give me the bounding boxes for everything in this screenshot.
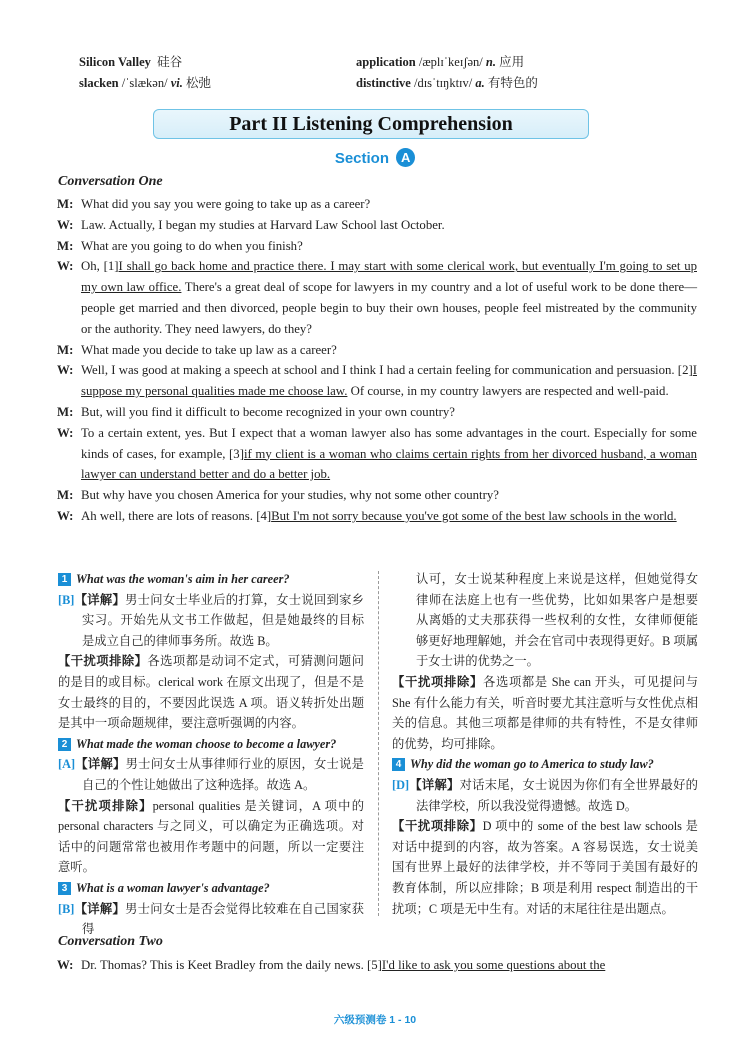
vocab-pos: a.	[475, 76, 485, 90]
page-footer: 六级预测卷 1 - 10	[333, 1014, 417, 1026]
question-text: What made the woman choose to become a lawyer?	[76, 736, 337, 751]
question-text: What is a woman lawyer's advantage?	[76, 880, 270, 895]
detail-3-continued	[392, 569, 698, 672]
line-text: To a certain extent, yes. But I expect that a woman lawyer also has some advantages in the court. Especially for some kinds of cases, for example, [3]	[81, 425, 697, 461]
vocab-item	[356, 73, 538, 94]
interference-text: D 项中的 some of the best law schools 是对话中提到的内容，故为答案。A 容易误选，女士说美国有世界上最好的法律学校，并不等同于美国有最好的教育体制，所以应排除；B 项是利用 respect 制造出的干扰项；C 项是无中生有。对话的末尾往往是出题点。	[392, 819, 698, 916]
vocab-meaning: 松弛	[185, 76, 211, 90]
vocab-meaning: 硅谷	[157, 55, 183, 69]
dialogue-line	[57, 423, 697, 485]
line-text: Of course, in my country lawyers are respected and well-paid.	[347, 384, 669, 399]
interference-2	[58, 796, 364, 878]
key-sentence: I shall go back home and practice there. I may start with some clerical work, but eventually I'm going to set up my own law office.	[81, 259, 697, 295]
interference-text: 各选项都是动词不定式，可猜测问题问的是目的或目标。clerical work 在原文出现了，但是不是女士最终的目的，不要因此误选 A 项。语义转折处出题是其中一项命题规律，要注意听强调的内容。	[58, 654, 364, 731]
dialogue-line	[57, 194, 697, 215]
detail-2	[58, 754, 364, 795]
interference-label: 【干扰项排除】	[58, 798, 153, 813]
dialogue-line	[57, 402, 697, 423]
conversation-one-title: Conversation One	[58, 174, 163, 189]
speaker: M:	[57, 238, 74, 253]
speaker: W:	[57, 508, 74, 523]
key-sentence: I'd like to ask you some questions about the	[381, 958, 606, 972]
speaker: W:	[57, 958, 74, 972]
vocab-item	[79, 52, 182, 73]
question-1	[58, 569, 364, 590]
question-4	[392, 754, 698, 775]
answers-left-column	[58, 569, 364, 937]
question-text: Why did the woman go to America to study law?	[410, 757, 654, 772]
vocab-pron: /dɪsˈtɪŋktɪv/	[413, 76, 473, 90]
line-text: Oh, [1]	[81, 259, 119, 274]
vocab-meaning: 有特色的	[487, 76, 538, 90]
dialogue-line	[57, 215, 697, 236]
speaker: M:	[57, 197, 74, 211]
dialogue-line	[57, 485, 697, 506]
vocab-pos: n.	[485, 55, 496, 69]
interference-label: 【干扰项排除】	[392, 819, 483, 834]
answer-key: [B]	[58, 592, 75, 607]
speaker: M:	[57, 488, 74, 503]
detail-text: 男士问女士从事律师行业的原因，女士说是自己的个性让她做出了这种选择。故选 A。	[82, 757, 364, 792]
speaker: M:	[57, 342, 74, 357]
interference-text: personal qualities 是关键词，A 项中的 personal characters 与之同义，可以确定为正确选项。对话中的问题常常也被用作考题中的问题，所以一定要注意听。	[58, 798, 364, 875]
question-2	[58, 734, 364, 755]
dialogue-line	[57, 236, 697, 257]
interference-label: 【干扰项排除】	[392, 675, 483, 689]
vocab-block	[79, 52, 699, 94]
line-text: What did you say you were going to take up as a career?	[81, 197, 371, 211]
key-sentence: if my client is a woman who claims certain rights from her divorced husband, a woman lawyer can understand better and do a better job.	[81, 446, 697, 482]
interference-3	[392, 672, 698, 754]
vocab-word: slacken	[79, 76, 119, 90]
detail-text: 认可，女士说某种程度上来说是这样，但她觉得女律师在法庭上也有一些优势，比如如果客户是想要从离婚的丈夫那获得一些权利的女性，女律师便能够更好地理解她，并会在官司中表现得更好。B 项属于女士讲的优势之一。	[416, 572, 698, 669]
question-3	[58, 878, 364, 899]
part-title: Part II Listening Comprehension	[153, 109, 589, 139]
detail-3	[58, 899, 364, 937]
interference-4	[392, 816, 698, 919]
answer-key: [D]	[392, 777, 410, 792]
question-number-badge: 2	[58, 738, 71, 751]
line-text: There's a great deal of scope for lawyers in my country and a lot of useful work to be done there—people get married and then divorced, people begin to buy their own houses, people feel mistreated by the community or the authority. They need lawyers, do they?	[81, 280, 698, 336]
speaker: W:	[57, 259, 74, 274]
vocab-meaning: 应用	[499, 55, 525, 69]
vocab-word: distinctive	[356, 76, 411, 90]
dialogue-line	[57, 360, 697, 402]
detail-text: 男士问女士是否会觉得比较难在自己国家获得	[82, 901, 364, 937]
line-text: But why have you chosen America for your studies, why not some other country?	[81, 488, 499, 503]
interference-label: 【干扰项排除】	[58, 654, 148, 669]
detail-text: 男士问女士毕业后的打算，女士说回到家乡实习。开始先从文书工作做起，但是她最终的目标是成立自己的律师事务所。故选 B。	[82, 592, 364, 648]
line-text: But, will you find it difficult to become recognized in your own country?	[81, 404, 455, 419]
detail-label: 【详解】	[74, 592, 126, 607]
vocab-word: Silicon Valley	[79, 55, 151, 69]
line-text: Law. Actually, I began my studies at Harvard Law School last October.	[81, 217, 445, 232]
question-number-badge: 3	[58, 882, 71, 895]
line-text: What are you going to do when you finish?	[81, 238, 303, 253]
speaker: W:	[57, 425, 74, 440]
detail-text: 对话末尾，女士说因为你们有全世界最好的法律学校，所以我没觉得遗憾。故选 D。	[416, 777, 698, 813]
detail-4	[392, 775, 698, 816]
vocab-pron: /ˈslækən/	[121, 76, 168, 90]
speaker: W:	[57, 217, 74, 232]
detail-label: 【详解】	[75, 757, 126, 772]
conversation-two-dialogue	[57, 955, 697, 976]
answer-key: [A]	[58, 757, 76, 772]
vocab-item	[356, 52, 524, 73]
key-sentence: But I'm not sorry because you've got some of the best law schools in the world.	[271, 508, 677, 523]
question-number-badge: 4	[392, 758, 405, 771]
dialogue-line	[57, 506, 697, 527]
column-divider	[378, 571, 379, 916]
line-text: Well, I was good at making a speech at school and I think I had a certain feeling for communication and persuasion. [2]	[81, 363, 693, 378]
detail-1	[58, 590, 364, 652]
answers-right-column	[392, 569, 698, 919]
vocab-item	[79, 73, 211, 94]
line-text: Ah well, there are lots of reasons. [4]	[81, 508, 272, 523]
detail-label: 【详解】	[74, 901, 126, 916]
detail-label: 【详解】	[409, 777, 460, 792]
dialogue-line	[57, 340, 697, 361]
question-text: What was the woman's aim in her career?	[76, 572, 290, 586]
answer-key: [B]	[58, 901, 75, 916]
section-letter-badge: A	[396, 148, 415, 167]
line-text: Dr. Thomas? This is Keet Bradley from the daily news. [5]	[81, 958, 382, 972]
conversation-two-title: Conversation Two	[58, 934, 163, 949]
conversation-one-dialogue	[57, 194, 697, 527]
interference-1	[58, 651, 364, 733]
key-sentence: I suppose my personal qualities made me choose law.	[81, 363, 697, 399]
line-text: What made you decide to take up law as a career?	[81, 342, 337, 357]
question-number-badge: 1	[58, 573, 71, 586]
speaker: W:	[57, 363, 74, 378]
vocab-word: application	[356, 55, 416, 69]
vocab-pos: vi.	[170, 76, 183, 90]
section-label: Section	[334, 150, 389, 167]
vocab-pron: /æplɪˈkeɪʃən/	[418, 55, 483, 69]
speaker: M:	[57, 404, 74, 419]
section-heading	[0, 148, 750, 167]
dialogue-line	[57, 955, 697, 976]
interference-text: 各选项都是 She can 开头，可见提问与 She 有什么能力有关，听音时要尤其注意听与女性优点相关的信息。其他三项都是律师的共有特性，不是女律师的优势，均可排除。	[392, 675, 698, 751]
dialogue-line	[57, 256, 697, 339]
